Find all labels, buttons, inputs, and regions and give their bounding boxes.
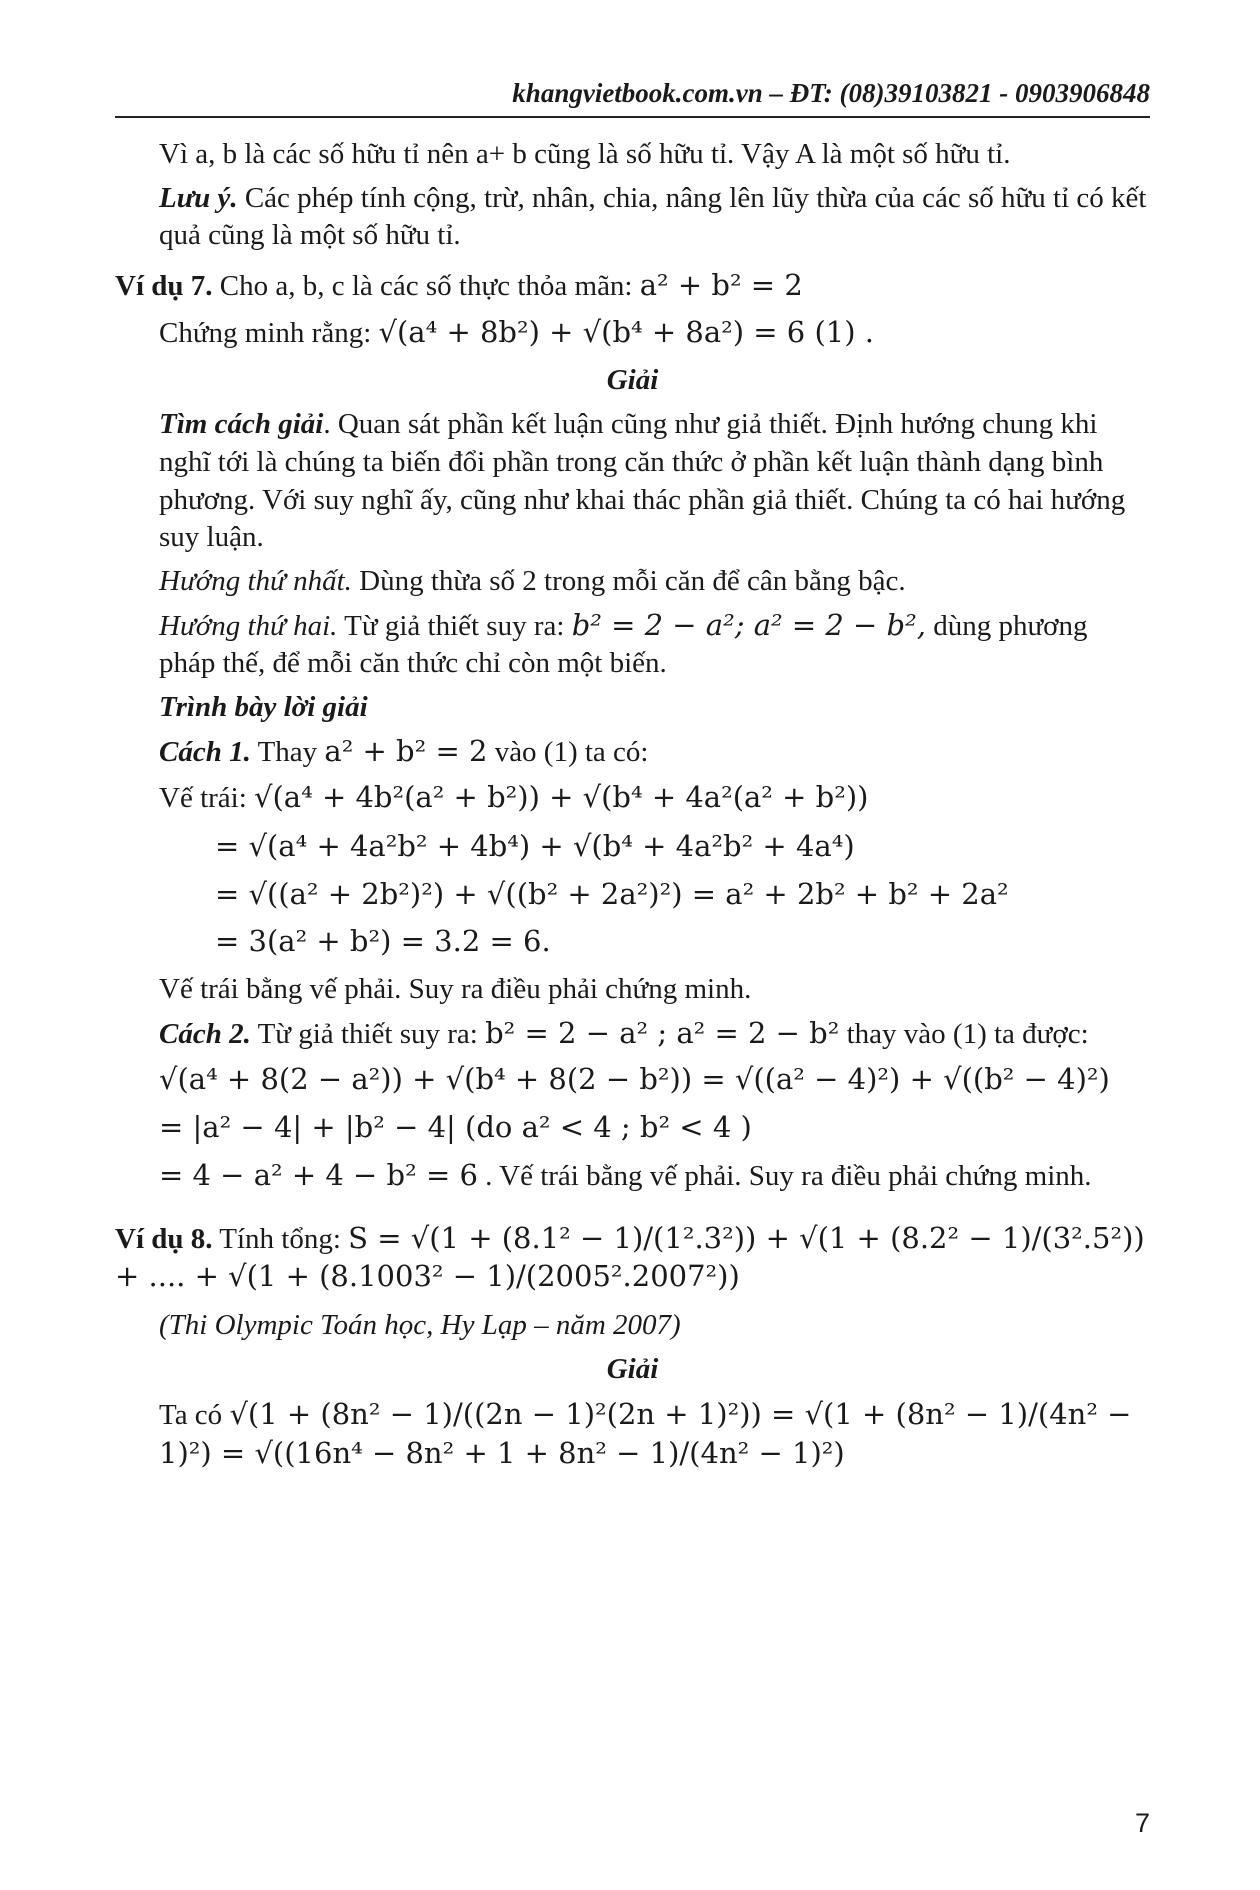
direction-2-label: Hướng thứ hai. (159, 609, 338, 642)
prove-label: Chứng minh rằng: (159, 316, 379, 349)
method-1-line-2: = √(a⁴ + 4a²b² + 4b⁴) + √(b⁴ + 4a²b² + 4a⁴) (215, 829, 855, 863)
direction-2 (115, 607, 1150, 683)
method-1-line-3: = √((a² + 2b²)²) + √((b² + 2a²)²) = a² + 2b² + b² + 2a² (215, 876, 1009, 911)
example-7-prove (115, 314, 1150, 353)
direction-1-text: Dùng thừa số 2 trong mỗi căn để cân bằng bậc. (351, 564, 906, 597)
method-1-text-2: vào (1) ta có: (487, 735, 649, 768)
method-2-line-1: √(a⁴ + 8(2 − a²)) + √(b⁴ + 8(2 − b²)) = √((a² − 4)²) + √((b² − 4)²) (159, 1062, 1110, 1097)
method-1-conclusion: Vế trái bằng vế phải. Suy ra điều phải chứng minh. (159, 973, 752, 1006)
method-2-line-3 (115, 1157, 1150, 1196)
example-8 (115, 1220, 1150, 1297)
direction-2-expression: b² = 2 − a²; a² = 2 − b², (571, 607, 926, 642)
example-8-label: Ví dụ 8. (115, 1222, 213, 1255)
method-2-text: Từ giả thiết suy ra: (250, 1017, 486, 1050)
method-1-label: Cách 1. (159, 735, 251, 768)
direction-1-label: Hướng thứ nhất. (159, 564, 352, 597)
example-7-text: Cho a, b, c là các số thực thỏa mãn: (212, 270, 640, 303)
solution-heading-1: Giải (606, 364, 659, 397)
solution-heading-2: Giải (606, 1352, 659, 1385)
paragraph-rational-sum: Vì a, b là các số hữu tỉ nên a+ b cũng là số hữu tỉ. Vậy A là một số hữu tỉ. (159, 138, 1011, 170)
page-content (115, 136, 1150, 1484)
presentation-heading: Trình bày lời giải (159, 690, 368, 723)
approach-label: Tìm cách giải (159, 408, 324, 441)
prove-expression: √(a⁴ + 8b²) + √(b⁴ + 8a²) = 6 (1) . (378, 314, 874, 349)
method-2-line-2: = |a² − 4| + |b² − 4| (do a² < 4 ; b² < 4 ) (159, 1110, 752, 1145)
approach-text: . Quan sát phần kết luận cũng như giả thiết. Định hướng chung khi nghĩ tới là chúng ta biến đổi phần trong căn thức ở phần kết luận thành dạng bình phương. Với suy nghĩ ấy, cũng như khai thác phần giả thiết. Chúng ta có hai hướng suy luận. (159, 408, 1126, 554)
direction-1 (115, 563, 1150, 601)
header-rule (115, 116, 1150, 118)
method-2-label: Cách 2. (159, 1017, 251, 1050)
method-1-text: Thay (250, 735, 325, 768)
final-expression: √(1 + (8n² − 1)/((2n − 1)²(2n + 1)²)) = √(1 + (8n² − 1)/(4n² − 1)²) = √((16n⁴ − 8n² + 1 + 8n² − 1)/(4n² − 1)²) (159, 1397, 1132, 1470)
note-paragraph (115, 180, 1150, 255)
example-8-source: (Thi Olympic Toán học, Hy Lạp – năm 2007) (159, 1308, 681, 1341)
example-7-label: Ví dụ 7. (115, 270, 213, 303)
method-2-text-2: thay vào (1) ta được: (839, 1017, 1089, 1050)
final-derivation (115, 1396, 1150, 1473)
method-2-line-3-text: . Vế trái bằng vế phải. Suy ra điều phải chứng minh. (477, 1159, 1092, 1192)
final-label: Ta có (159, 1399, 230, 1432)
page-number: 7 (1134, 1808, 1150, 1838)
method-1-expression: a² + b² = 2 (324, 733, 488, 768)
method-1-line-4: = 3(a² + b²) = 3.2 = 6. (215, 924, 551, 959)
lhs-label: Vế trái: (159, 782, 255, 815)
method-1 (115, 733, 1150, 772)
direction-2-text-2: dùng phương pháp thế, để mỗi căn thức chỉ còn một biến. (159, 609, 1088, 680)
method-2 (115, 1015, 1150, 1054)
method-2-expression: b² = 2 − a² ; a² = 2 − b² (485, 1015, 840, 1050)
note-text: Các phép tính cộng, trừ, nhân, chia, nâng lên lũy thừa của các số hữu tỉ có kết quả cũng là một số hữu tỉ. (159, 181, 1147, 252)
direction-2-text: Từ giả thiết suy ra: (337, 609, 572, 642)
method-2-line-3-expression: = 4 − a² + 4 − b² = 6 (159, 1157, 478, 1192)
example-8-text: Tính tổng: (212, 1222, 349, 1255)
approach-paragraph (115, 406, 1150, 557)
example-7-condition: a² + b² = 2 (639, 268, 803, 303)
method-1-line-1-expression: √(a⁴ + 4b²(a² + b²)) + √(b⁴ + 4a²(a² + b²)) (254, 780, 869, 815)
note-label: Lưu ý. (159, 181, 238, 214)
page-header: khangvietbook.com.vn – ĐT: (08)39103821 - 0903906848 (512, 78, 1150, 108)
example-8-expression: S = √(1 + (8.1² − 1)/(1².3²)) + √(1 + (8.2² − 1)/(3².5²)) + .... + √(1 + (8.1003² − 1)/(2005².2007²)) (115, 1220, 1145, 1294)
method-1-line-1 (115, 779, 1150, 818)
example-7 (115, 267, 1150, 306)
